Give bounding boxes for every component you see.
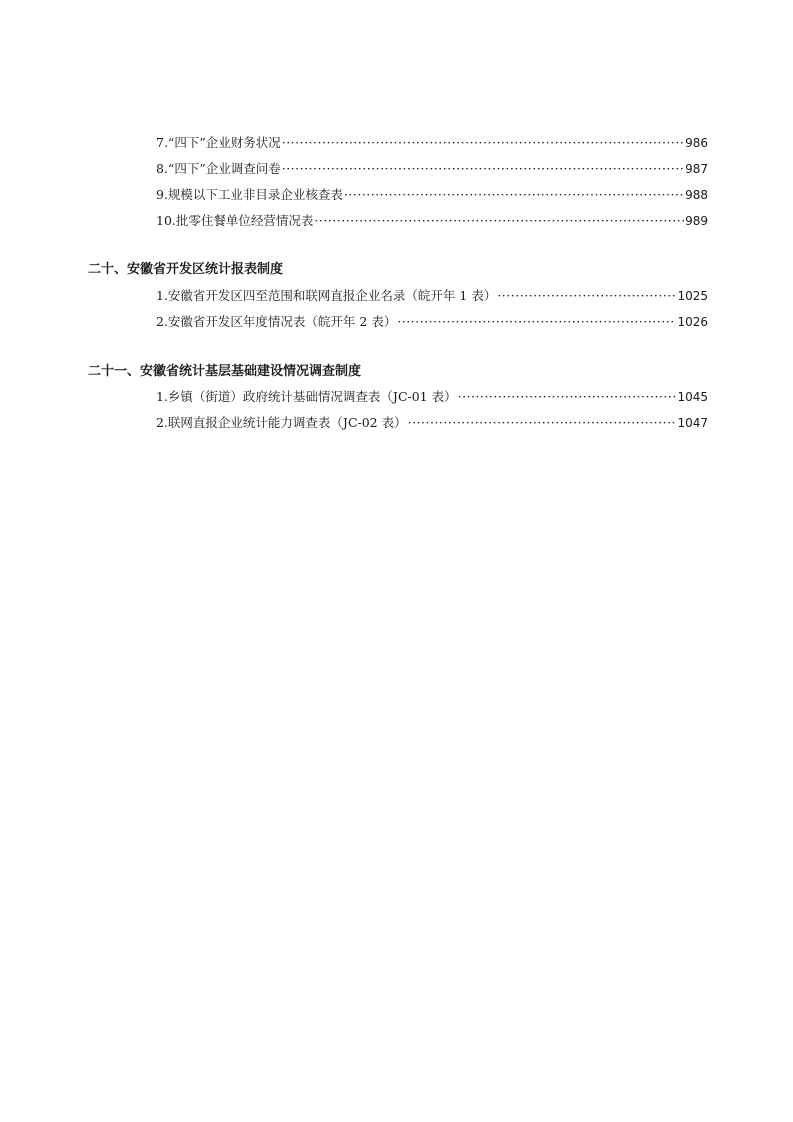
toc-entry[interactable] xyxy=(156,186,708,204)
toc-entry-title: 1.安徽省开发区四至范围和联网直报企业名录（皖开年 1 表） xyxy=(156,288,497,303)
toc-leader-dots xyxy=(282,160,684,178)
toc-leader-dots xyxy=(408,414,677,432)
toc-page-number: 988 xyxy=(685,188,708,202)
toc-leader-dots xyxy=(282,134,684,152)
toc-entry-title: 2.安徽省开发区年度情况表（皖开年 2 表） xyxy=(156,314,397,329)
toc-entry-title: 7.“四下”企业财务状况 xyxy=(156,135,281,150)
toc-entry[interactable] xyxy=(156,414,708,432)
toc-leader-dots xyxy=(497,287,676,305)
toc-entry[interactable] xyxy=(156,287,708,305)
toc-entry[interactable] xyxy=(156,313,708,331)
toc-leader-dots xyxy=(397,313,676,331)
toc-page-number: 1047 xyxy=(677,416,708,430)
toc-entry[interactable] xyxy=(156,160,708,178)
toc-leader-dots xyxy=(458,388,677,406)
toc-entry[interactable] xyxy=(156,134,708,152)
toc-entry-title: 1.乡镇（街道）政府统计基础情况调查表（JC-01 表） xyxy=(156,389,457,404)
toc-entry-title: 8.“四下”企业调查问卷 xyxy=(156,161,281,176)
toc-page-number: 1045 xyxy=(677,390,708,404)
toc-page-number: 986 xyxy=(685,136,708,150)
toc-entry-title: 9.规模以下工业非目录企业核查表 xyxy=(156,187,343,202)
toc-page-number: 989 xyxy=(685,214,708,228)
toc-page-number: 1025 xyxy=(677,289,708,303)
toc-page-number: 1026 xyxy=(677,315,708,329)
toc-entry[interactable] xyxy=(156,212,708,230)
toc-page-number: 987 xyxy=(685,162,708,176)
section-heading: 二十一、安徽省统计基层基础建设情况调查制度 xyxy=(88,364,362,379)
toc-entry-title: 2.联网直报企业统计能力调查表（JC-02 表） xyxy=(156,415,407,430)
toc-leader-dots xyxy=(344,186,684,204)
section-heading: 二十、安徽省开发区统计报表制度 xyxy=(88,262,284,277)
toc-entry[interactable] xyxy=(156,388,708,406)
toc-leader-dots xyxy=(314,212,684,230)
toc-entry-title: 10.批零住餐单位经营情况表 xyxy=(156,213,314,228)
